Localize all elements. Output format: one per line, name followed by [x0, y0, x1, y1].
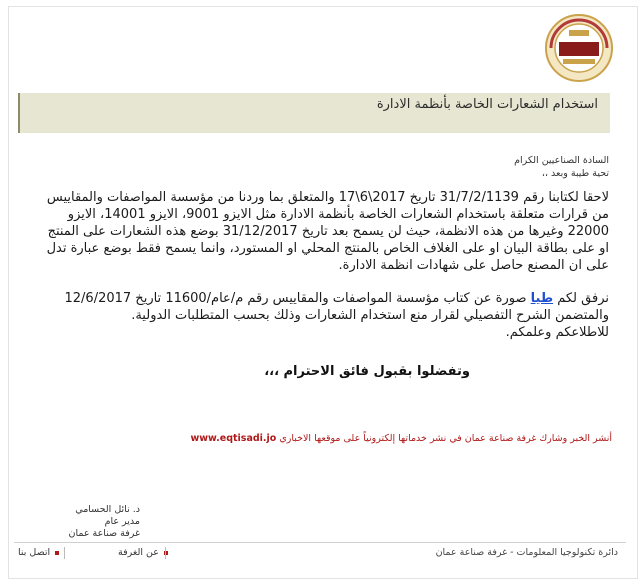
letter-paragraph-3: للاطلاعكم وعلمكم.: [505, 325, 609, 340]
signature-org: غرفة صناعة عمان: [68, 528, 140, 539]
footer-separator: [64, 547, 65, 559]
footer-about-label: عن الغرفة: [118, 547, 159, 558]
para2-text-end: صورة عن كتاب مؤسسة المواصفات والمقاييس رقم م/عام/11600 تاريخ 12/6/2017 والمتضمن الشرح التفصيلي لقرار منع استخدام الشعارات وذلك بحسب المتطلبات الدولية.: [64, 291, 609, 323]
signature-block: [20, 504, 140, 540]
attachment-link[interactable]: طيا: [530, 291, 554, 306]
share-text: أنشر الخبر وشارك غرفة صناعة عمان في نشر خدماتها إلكترونياً على موقعها الاخباري: [279, 433, 612, 444]
page-title: استخدام الشعارات الخاصة بأنظمة الادارة: [376, 97, 598, 112]
site-link[interactable]: www.eqtisadi.jo: [190, 433, 277, 444]
closing-line: وتفضلوا بقبول فائق الاحترام ،،،: [264, 364, 470, 379]
footer-about-link[interactable]: [118, 547, 168, 558]
footer-dept: دائرة تكنولوجيا المعلومات - غرفة صناعة عمان: [435, 547, 618, 558]
salutation: [309, 154, 609, 180]
letter-paragraph-2: [36, 290, 609, 341]
letter-paragraph-1: لاحقا لكتابنا رقم 31/7/2/1139 تاريخ 2017\6\17 والمتعلق بما وردنا من مؤسسة المواصفات والمقاييس من قرارات متعلقة باستخدام الشعارات الخاصة بأنظمة الادارة مثل الايزو 9001، الايزو 14001، الايزو 22000 وغيرها من هذه الانظمة، حيث لن يسمح بعد تاريخ 31/12/2017 بوضع هذه الشعارات على المنتج او على بطاقة البيان او على الغلاف الخاص بالمنتج المحلي او المستورد، وانما يسمح فقط بوضع عبارة تدل على ان المصنع حاصل على شهادات انظمة الادارة.: [46, 190, 609, 273]
footer-divider: [14, 542, 626, 543]
para2-text-start: نرفق لكم: [553, 291, 609, 306]
title-bar: [18, 93, 610, 133]
footer-contact-label: اتصل بنا: [18, 547, 51, 558]
signature-name: د. نائل الحسامي: [75, 504, 140, 515]
footer-contact-link[interactable]: [18, 547, 59, 558]
signature-role: مدير عام: [104, 516, 140, 527]
footer-separator: [165, 547, 166, 559]
salutation-line-1: السادة الصناعيين الكرام: [514, 155, 609, 166]
chamber-logo-icon: [541, 12, 617, 86]
bullet-square-icon: [55, 551, 59, 555]
salutation-line-2: تحية طيبة وبعد ،،: [541, 168, 609, 179]
share-line: [32, 433, 612, 444]
